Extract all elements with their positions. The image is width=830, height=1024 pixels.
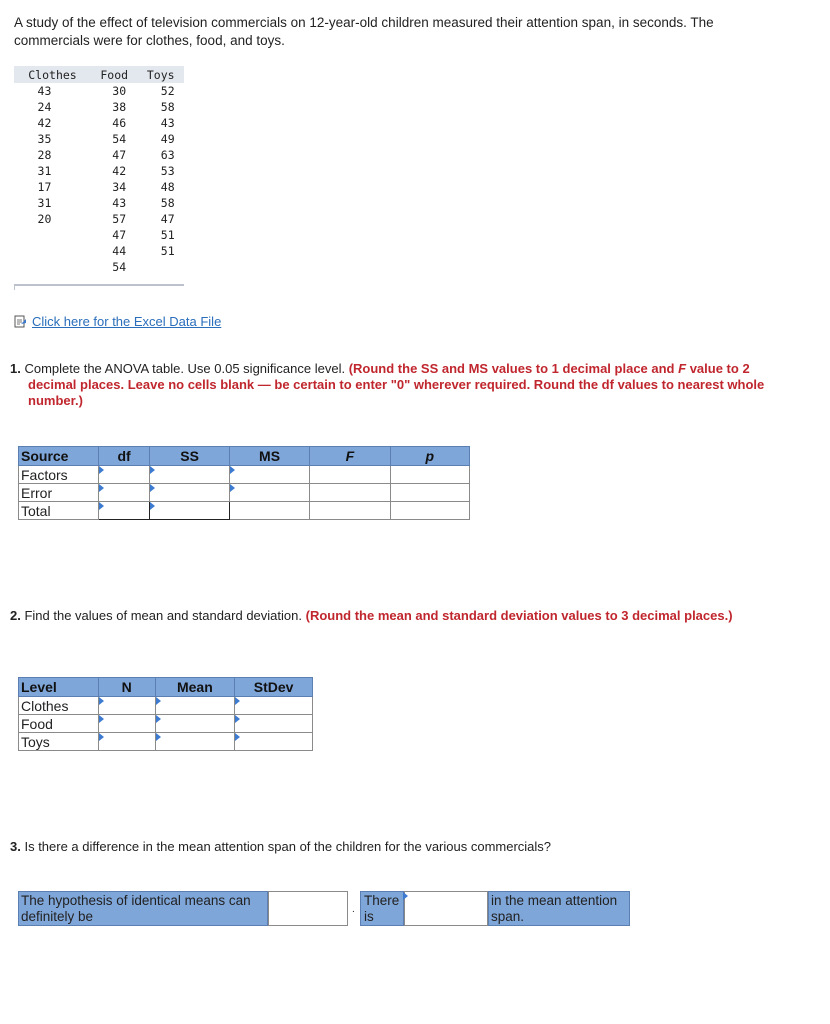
q3-tail-text: in the mean attention span. [488, 891, 630, 926]
raw-data-cell: 38 [112, 100, 127, 114]
problem-intro: A study of the effect of television commercials on 12-year-old children measured their attention span, in seconds. The commercials were for clothes, food, and toys. [14, 15, 714, 48]
total-ms-cell [229, 502, 309, 520]
raw-data-cell [137, 259, 184, 275]
there-is-text [360, 891, 404, 926]
raw-data-cell: 35 [37, 132, 52, 146]
raw-data-cell: 44 [112, 244, 127, 258]
food-n-input[interactable] [98, 715, 155, 733]
input-marker-icon [150, 484, 155, 492]
raw-data-cell: 46 [112, 116, 127, 130]
input-marker-icon [99, 733, 104, 741]
clothes-n-input[interactable] [98, 697, 155, 715]
anova-row-factors [19, 466, 470, 484]
total-f-cell [310, 502, 390, 520]
q2-instruction: (Round the mean and standard deviation values to 3 decimal places.) [305, 608, 733, 623]
raw-data-cell [14, 227, 91, 243]
total-ss-input[interactable] [150, 502, 229, 520]
raw-data-cell: 51 [160, 244, 175, 258]
stats-row-toys [19, 733, 313, 751]
raw-data-row [14, 131, 184, 147]
factors-p-input[interactable] [390, 466, 469, 484]
toys-stdev-input[interactable] [235, 733, 313, 751]
stats-header-n: N [98, 678, 155, 697]
anova-label-factors: Factors [19, 466, 99, 484]
stats-table [18, 677, 313, 751]
anova-label-total: Total [19, 502, 99, 520]
input-marker-icon [150, 466, 155, 474]
raw-data-cell: 42 [37, 116, 52, 130]
input-marker-icon [230, 484, 235, 492]
question-1 [10, 361, 798, 409]
raw-data-cell: 17 [37, 180, 52, 194]
raw-data-cell: 58 [160, 196, 175, 210]
excel-data-link[interactable] [14, 314, 221, 329]
input-marker-icon [99, 715, 104, 723]
anova-header-ss: SS [150, 447, 229, 466]
raw-data-row [14, 115, 184, 131]
stats-header-level: Level [19, 678, 99, 697]
input-marker-icon [235, 697, 240, 705]
food-stdev-input[interactable] [235, 715, 313, 733]
hypothesis-decision-select[interactable] [268, 891, 348, 926]
header-toys: Toys [137, 66, 184, 83]
raw-data-row [14, 195, 184, 211]
anova-label-error: Error [19, 484, 99, 502]
input-marker-icon [99, 697, 104, 705]
table-divider [14, 284, 184, 286]
raw-data-row [14, 179, 184, 195]
factors-f-input[interactable] [310, 466, 390, 484]
input-marker-icon [403, 892, 408, 900]
raw-data-row [14, 227, 184, 243]
stats-row-clothes [19, 697, 313, 715]
input-marker-icon [235, 715, 240, 723]
input-marker-icon [230, 466, 235, 474]
raw-data-row [14, 83, 184, 99]
raw-data-cell: 43 [160, 116, 175, 130]
error-df-input[interactable] [98, 484, 150, 502]
raw-data-cell: 30 [112, 84, 127, 98]
stats-label-toys: Toys [19, 733, 99, 751]
toys-mean-input[interactable] [155, 733, 235, 751]
total-df-input[interactable] [98, 502, 150, 520]
clothes-mean-input[interactable] [155, 697, 235, 715]
input-marker-icon [99, 466, 104, 474]
stats-header-stdev: StDev [235, 678, 313, 697]
toys-n-input[interactable] [98, 733, 155, 751]
header-clothes: Clothes [14, 66, 91, 83]
input-marker-icon [156, 697, 161, 705]
raw-data-row [14, 147, 184, 163]
stats-header-mean: Mean [155, 678, 235, 697]
anova-row-error [19, 484, 470, 502]
raw-data-cell: 63 [160, 148, 175, 162]
stats-label-clothes: Clothes [19, 697, 99, 715]
raw-data-cell: 57 [112, 212, 127, 226]
difference-select[interactable] [404, 891, 488, 926]
excel-link-text[interactable]: Click here for the Excel Data File [32, 314, 222, 329]
food-mean-input[interactable] [155, 715, 235, 733]
raw-data-cell: 48 [160, 180, 175, 194]
q1-instruction-f: F [678, 361, 687, 376]
raw-data-cell: 54 [112, 260, 127, 274]
input-marker-icon [99, 484, 104, 492]
raw-data-cell: 53 [160, 164, 175, 178]
raw-data-cell: 43 [112, 196, 127, 210]
anova-header-source: Source [19, 447, 99, 466]
clothes-stdev-input[interactable] [235, 697, 313, 715]
q2-text: Find the values of mean and standard deviation. [24, 608, 302, 623]
anova-header-p: p [390, 447, 469, 466]
q2-number: 2. [10, 608, 21, 623]
anova-header-f: F [310, 447, 390, 466]
header-food: Food [91, 66, 138, 83]
stats-label-food: Food [19, 715, 99, 733]
raw-data-cell: 47 [112, 148, 127, 162]
stats-row-food [19, 715, 313, 733]
table-divider-tick [14, 284, 15, 290]
q3-text: Is there a difference in the mean attention span of the children for the various commercials? [24, 839, 552, 854]
raw-data-cell: 43 [37, 84, 52, 98]
error-f-cell [310, 484, 390, 502]
raw-data-cell: 42 [112, 164, 127, 178]
raw-data-cell: 47 [160, 212, 175, 226]
q3-number: 3. [10, 839, 21, 854]
raw-data-row [14, 243, 184, 259]
q1-instruction-b: value to 2 decimal places. Leave no cells blank — be certain to enter "0" wherever required. Round the df values to nearest whole number.) [28, 361, 765, 408]
raw-data-cell: 24 [37, 100, 52, 114]
q1-instruction-a: (Round the SS and MS values to 1 decimal place and [348, 361, 675, 376]
q1-text: Complete the ANOVA table. Use 0.05 significance level. [24, 361, 346, 376]
raw-data-cell: 34 [112, 180, 127, 194]
input-marker-icon [99, 502, 104, 510]
raw-data-cell: 20 [37, 212, 52, 226]
error-ss-input[interactable] [150, 484, 229, 502]
input-marker-icon [235, 733, 240, 741]
input-marker-icon [156, 733, 161, 741]
raw-data-cell: 52 [160, 84, 175, 98]
input-marker-icon [150, 502, 155, 510]
question-2 [10, 608, 798, 624]
factors-ms-input[interactable] [229, 466, 309, 484]
total-p-cell [390, 502, 469, 520]
anova-header-ms: MS [229, 447, 309, 466]
input-marker-icon [156, 715, 161, 723]
raw-data-cell: 49 [160, 132, 175, 146]
anova-row-total [19, 502, 470, 520]
raw-data-cell: 47 [112, 228, 127, 242]
raw-data-cell: 31 [37, 164, 52, 178]
raw-data-table [14, 66, 184, 275]
q3-answer-row [18, 891, 630, 926]
q1-number: 1. [10, 361, 21, 376]
raw-data-row [14, 163, 184, 179]
raw-data-cell: 51 [160, 228, 175, 242]
raw-data-cell: 31 [37, 196, 52, 210]
error-p-cell [390, 484, 469, 502]
raw-data-header-row [14, 66, 184, 83]
factors-ss-input[interactable] [150, 466, 229, 484]
question-3 [10, 839, 780, 855]
raw-data-cell [14, 243, 91, 259]
raw-data-row [14, 99, 184, 115]
q3-lead-text: The hypothesis of identical means can definitely be [18, 891, 268, 926]
q3-dot: . [352, 904, 355, 915]
anova-header-df: df [98, 447, 150, 466]
raw-data-cell [14, 259, 91, 275]
q3-gap [348, 891, 360, 926]
there-is-label: There is [364, 893, 400, 924]
file-icon [14, 315, 27, 328]
factors-df-input[interactable] [98, 466, 150, 484]
error-ms-input[interactable] [229, 484, 309, 502]
raw-data-cell: 54 [112, 132, 127, 146]
raw-data-row [14, 211, 184, 227]
raw-data-cell: 58 [160, 100, 175, 114]
anova-table [18, 446, 470, 520]
raw-data-row [14, 259, 184, 275]
raw-data-cell: 28 [37, 148, 52, 162]
